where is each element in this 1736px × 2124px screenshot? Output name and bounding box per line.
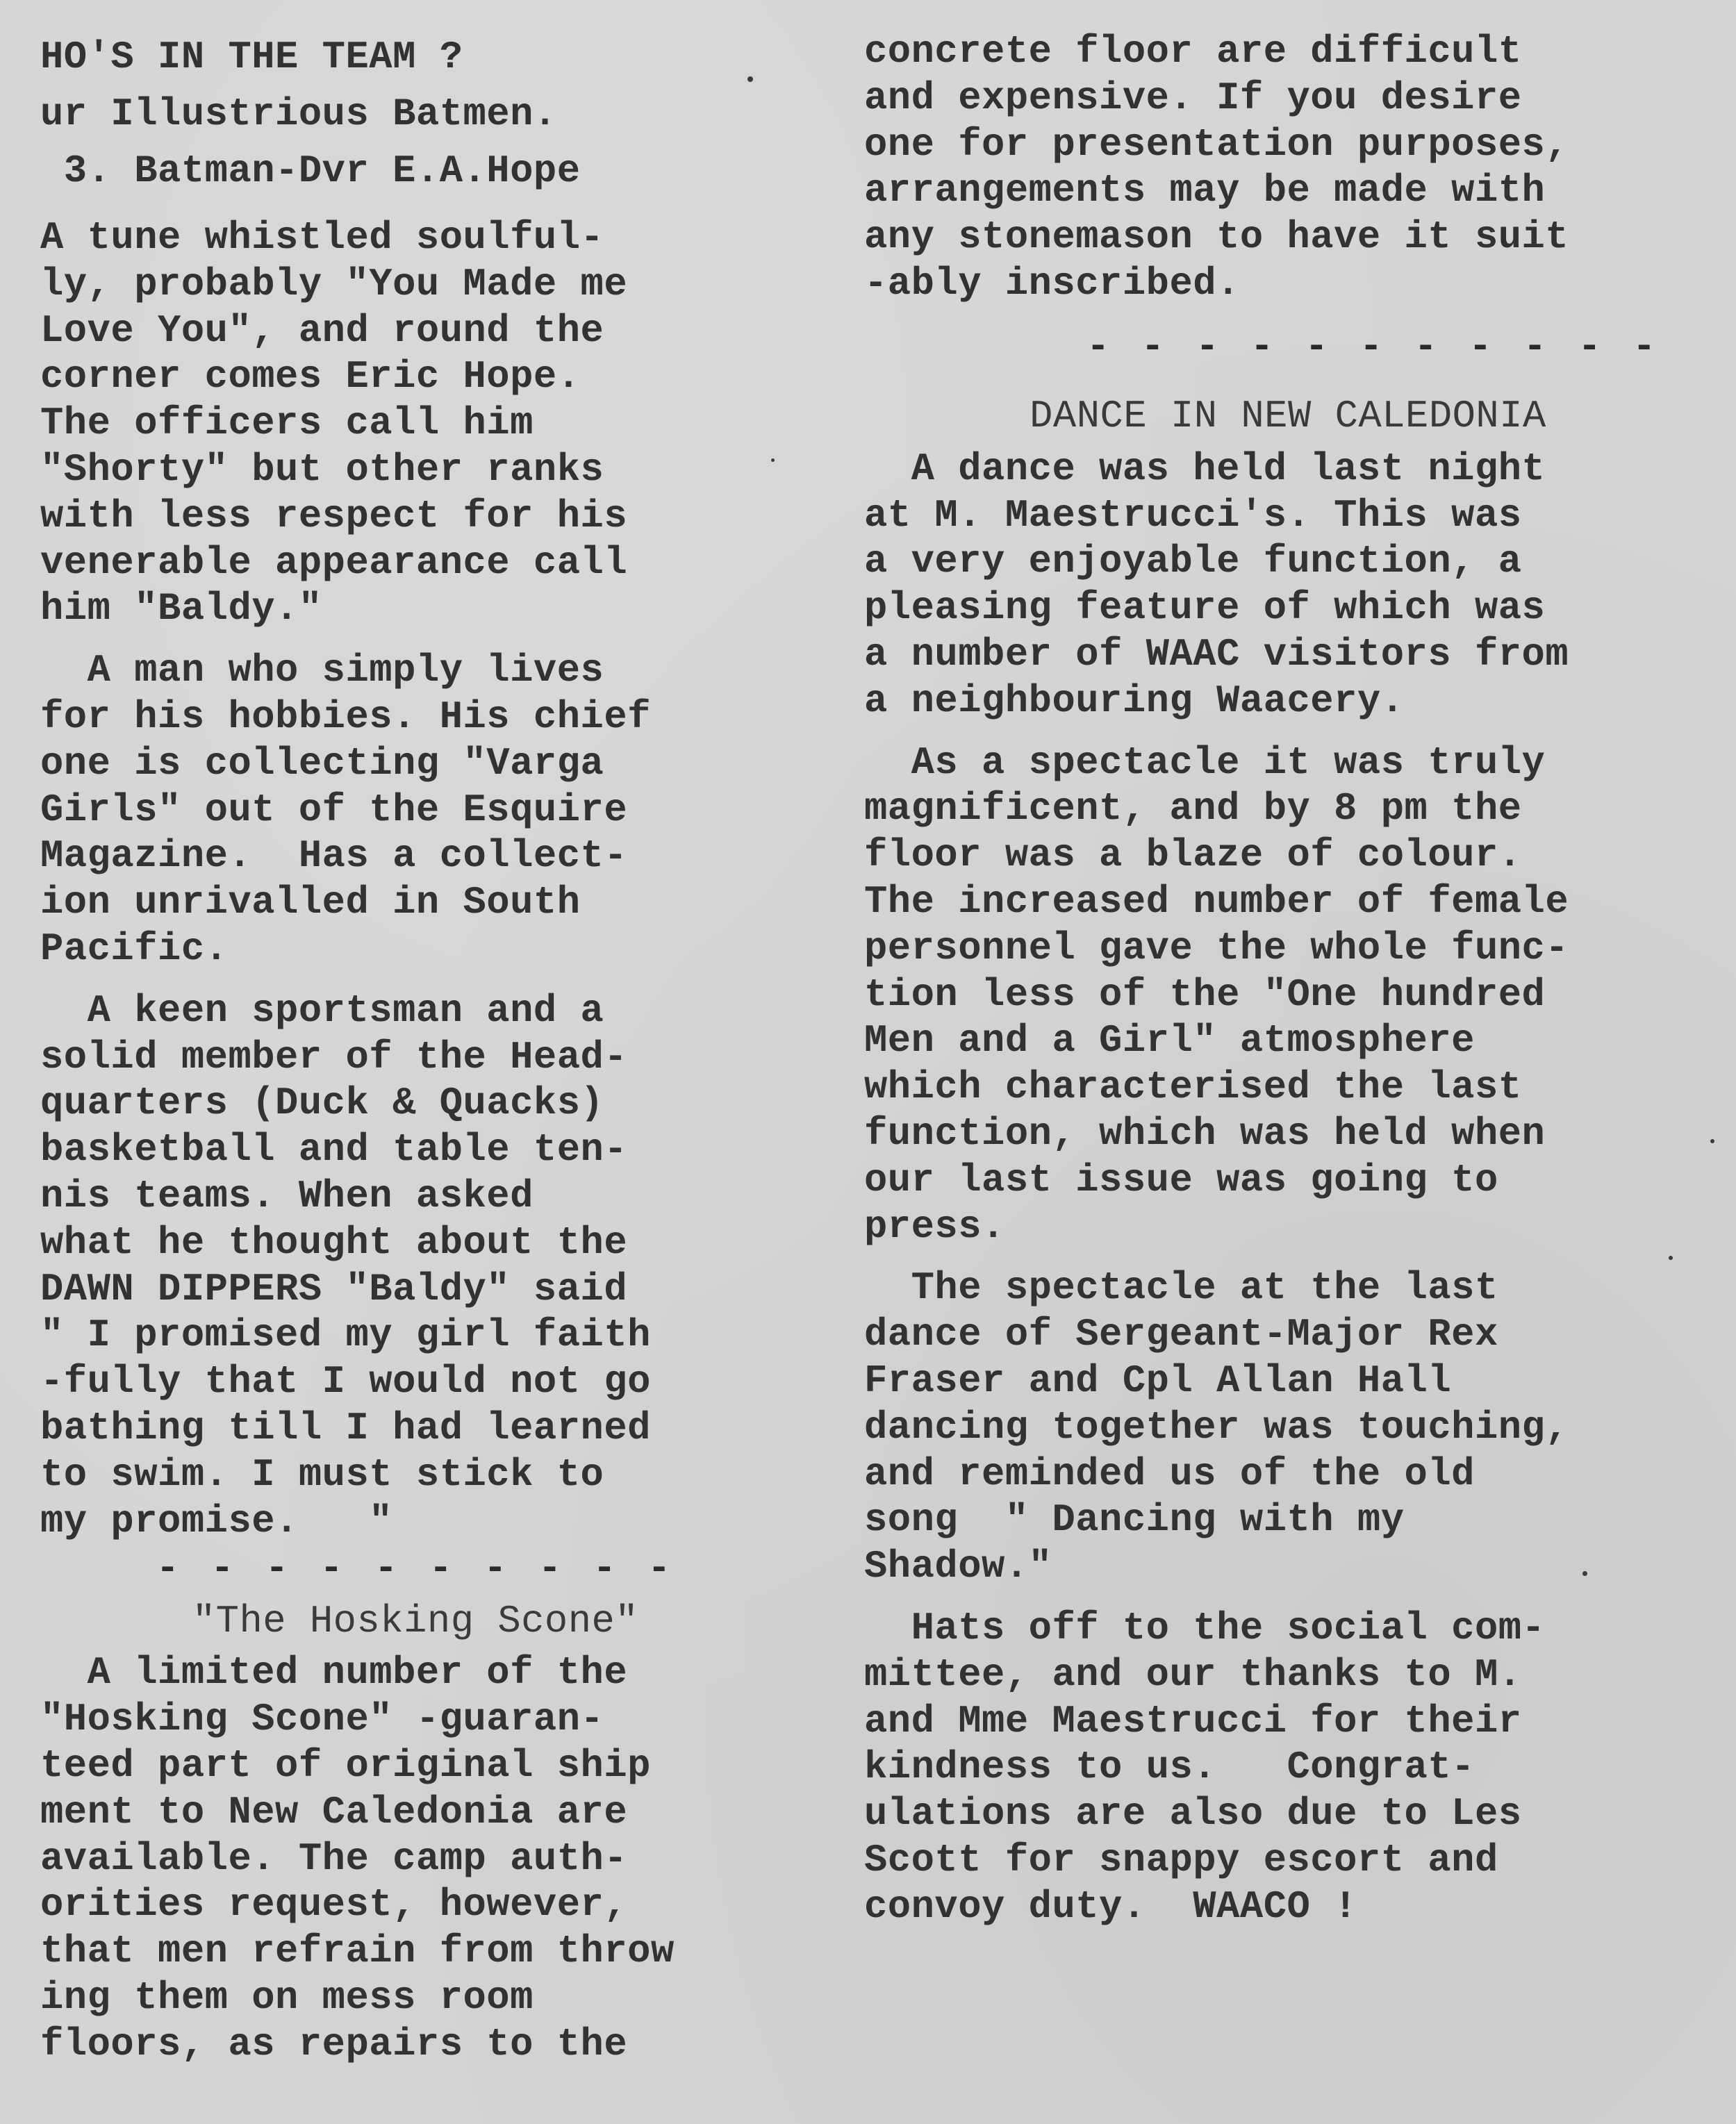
paragraph-spectacle: [864, 740, 1712, 1251]
text-line: Fraser and Cpl Allan Hall: [864, 1359, 1452, 1403]
text-line: any stonemason to have it suit: [864, 215, 1569, 260]
paragraph-whistled-tune: [40, 215, 791, 633]
ink-speck: [747, 76, 753, 82]
text-line: quarters (Duck & Quacks): [40, 1081, 604, 1126]
text-line: Pacific.: [40, 927, 229, 971]
section-title-dance: DANCE IN NEW CALEDONIA: [1030, 394, 1546, 438]
text-line: A tune whistled soulful-: [40, 216, 604, 260]
text-line: The increased number of female: [864, 879, 1569, 924]
text-line: dancing together was touching,: [864, 1405, 1569, 1450]
text-line: one is collecting "Varga: [40, 741, 604, 786]
text-line: A dance was held last night: [864, 447, 1546, 491]
text-line: song " Dancing with my: [864, 1498, 1405, 1543]
text-line: Magazine. Has a collect-: [40, 834, 628, 879]
text-line: and Mme Maestrucci for their: [864, 1699, 1522, 1743]
text-line: convoy duty. WAACO !: [864, 1884, 1357, 1929]
section-divider: - - - - - - - - - -: [156, 1547, 675, 1591]
text-line: A limited number of the: [40, 1651, 628, 1695]
text-line: ly, probably "You Made me: [40, 262, 628, 306]
paragraph-dancing-together: [864, 1266, 1712, 1591]
text-line: orities request, however,: [40, 1883, 628, 1927]
text-line: -fully that I would not go: [40, 1360, 651, 1404]
text-line: A man who simply lives: [40, 649, 604, 693]
text-line: for his hobbies. His chief: [40, 695, 651, 739]
text-line: pleasing feature of which was: [864, 586, 1546, 631]
text-line: our last issue was going to: [864, 1158, 1498, 1202]
text-line: what he thought about the: [40, 1220, 628, 1265]
text-line: concrete floor are difficult: [864, 30, 1522, 74]
text-line: function, which was held when: [864, 1111, 1546, 1156]
text-line: that men refrain from throw: [40, 1930, 675, 1974]
heading-line: HO'S IN THE TEAM ?: [40, 35, 463, 79]
text-line: ing them on mess room: [40, 1975, 534, 2020]
text-line: Shadow.": [864, 1545, 1052, 1589]
text-line: a number of WAAC visitors from: [864, 632, 1569, 677]
text-line: a neighbouring Waacery.: [864, 679, 1405, 723]
text-line: floors, as repairs to the: [40, 2022, 628, 2066]
text-line: venerable appearance call: [40, 540, 628, 585]
text-line: -ably inscribed.: [864, 261, 1240, 306]
text-line: teed part of original ship: [40, 1743, 651, 1788]
paragraph-hats-off: [864, 1606, 1712, 1931]
text-line: corner comes Eric Hope.: [40, 355, 581, 399]
heading-line: 3. Batman-Dvr E.A.Hope: [40, 149, 581, 193]
text-line: dance of Sergeant-Major Rex: [864, 1313, 1498, 1357]
paragraph-hobbies: [40, 648, 791, 973]
paragraph-concrete-floor: [864, 29, 1712, 308]
text-line: tion less of the "One hundred: [864, 972, 1546, 1017]
text-line: ulations are also due to Les: [864, 1792, 1522, 1836]
text-line: kindness to us. Congrat-: [864, 1745, 1475, 1790]
text-line: nis teams. When asked: [40, 1174, 534, 1218]
text-line: Love You", and round the: [40, 308, 604, 353]
text-line: The spectacle at the last: [864, 1266, 1498, 1311]
text-line: ion unrivalled in South: [40, 881, 581, 925]
ink-speck: [1669, 1256, 1673, 1260]
text-line: DAWN DIPPERS "Baldy" said: [40, 1267, 628, 1311]
text-line: to swim. I must stick to: [40, 1452, 604, 1497]
text-line: Men and a Girl" atmosphere: [864, 1019, 1475, 1063]
section-title-hosking-scone: "The Hosking Scone": [192, 1600, 639, 1644]
batman-heading: [40, 29, 791, 200]
text-line: with less respect for his: [40, 494, 628, 538]
text-line: Hats off to the social com-: [864, 1606, 1546, 1650]
text-line: As a spectacle it was truly: [864, 740, 1546, 785]
text-line: Scott for snappy escort and: [864, 1838, 1498, 1882]
heading-line: ur Illustrious Batmen.: [40, 92, 557, 136]
text-line: ment to New Caledonia are: [40, 1790, 628, 1834]
text-line: Girls" out of the Esquire: [40, 788, 628, 832]
text-line: " I promised my girl faith: [40, 1313, 651, 1358]
text-line: basketball and table ten-: [40, 1128, 628, 1172]
section-divider: - - - - - - - - - - -: [1086, 324, 1660, 369]
text-line: a very enjoyable function, a: [864, 540, 1522, 584]
ink-speck: [1710, 1139, 1714, 1143]
text-line: available. The camp auth-: [40, 1836, 628, 1881]
paragraph-dance-held: [864, 447, 1712, 725]
text-line: him "Baldy.": [40, 587, 322, 631]
text-line: The officers call him: [40, 401, 534, 446]
text-line: magnificent, and by 8 pm the: [864, 787, 1522, 831]
ink-speck: [771, 458, 775, 462]
text-line: which characterised the last: [864, 1065, 1522, 1110]
text-line: personnel gave the whole func-: [864, 926, 1569, 970]
text-line: press.: [864, 1204, 1005, 1249]
text-line: mittee, and our thanks to M.: [864, 1652, 1522, 1697]
paragraph-sportsman: [40, 988, 791, 1545]
text-line: floor was a blaze of colour.: [864, 833, 1522, 878]
text-line: A keen sportsman and a: [40, 988, 604, 1033]
text-line: "Shorty" but other ranks: [40, 447, 604, 492]
text-line: one for presentation purposes,: [864, 122, 1569, 167]
text-line: "Hosking Scone" -guaran-: [40, 1698, 604, 1742]
text-line: at M. Maestrucci's. This was: [864, 493, 1522, 538]
text-line: and reminded us of the old: [864, 1452, 1475, 1496]
text-line: bathing till I had learned: [40, 1406, 651, 1450]
right-column: [864, 29, 1712, 1930]
left-column: [40, 29, 791, 2068]
text-line: solid member of the Head-: [40, 1035, 628, 1079]
ink-speck: [1582, 1571, 1587, 1576]
text-line: and expensive. If you desire: [864, 76, 1522, 120]
text-line: arrangements may be made with: [864, 169, 1546, 213]
text-line: my promise. ": [40, 1499, 393, 1543]
paragraph-hosking-scone: [40, 1650, 791, 2068]
